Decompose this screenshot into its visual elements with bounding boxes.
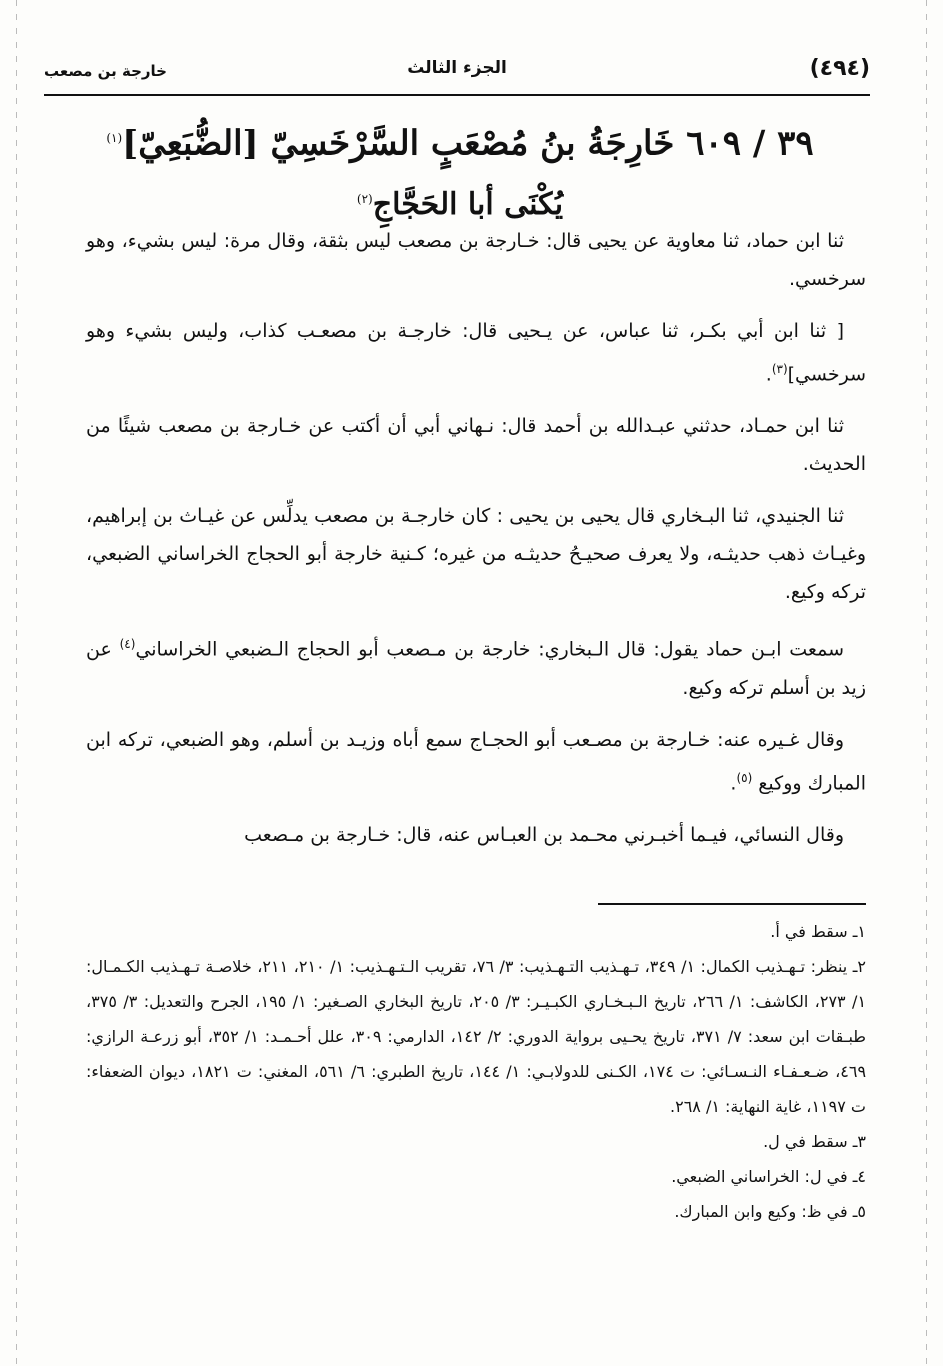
running-title: خارجة بن مصعب — [44, 62, 167, 80]
page-number: (٤٩٤) — [809, 56, 870, 81]
paragraph-text: وقال غـيره عنه: خـارجة بن مصـعب أبو الحجـاج سمع أباه وزيـد بن أسلم، وهو الضبعي، تركه ابن المبارك ووكيع — [86, 728, 866, 794]
paragraph-text: ثنا ابن حمـاد، حدثني عبـدالله بن أحمد قال: نـهاني أبي أن أكتب عن خـارجة بن مصعب شيئًا من الحديث. — [86, 415, 866, 476]
footnote-ref-4: (٤) — [119, 637, 136, 652]
paragraph-tail: عن زيد بن أسلم تركه وكيع. — [86, 638, 866, 699]
footnote: ٤ـ في ل: الخراساني الضبعي. — [671, 1167, 866, 1186]
main-text — [86, 222, 866, 868]
volume-label: الجزء الثالث — [407, 58, 507, 78]
footnote-ref-3: (٣) — [771, 362, 788, 376]
paragraph-text: [ ثنا ابن أبي بكـر، ثنا عباس، عن يـحيى قال: خارجـة بن مصعـب كذاب، وليس بشيء وهو سرخسي] — [86, 320, 866, 386]
footnote-ref-1: (١) — [106, 131, 123, 145]
paragraph — [86, 625, 866, 706]
entry-heading — [60, 110, 860, 233]
footnote: ٣ـ سقط في ل. — [763, 1132, 866, 1151]
paragraph — [86, 497, 866, 611]
scan-edge-left — [16, 0, 17, 1366]
footnote-ref-2: (٢) — [356, 192, 373, 207]
paragraph — [86, 816, 866, 854]
paragraph-text: ثنا ابن حماد، ثنا معاوية عن يحيى قال: خـارجة بن مصعب ليس بثقة، وقال مرة: ليس بشيء، وهو سرخسي. — [86, 230, 866, 290]
paragraph-text: وقال النسائي، فيـما أخبـرني محـمد بن العبـاس عنه، قال: خـارجة بن مـصعب — [244, 823, 844, 846]
scan-edge-right — [926, 0, 927, 1366]
paragraph — [86, 222, 866, 298]
paragraph — [86, 721, 866, 802]
entry-heading-line1 — [60, 110, 860, 171]
header-divider — [44, 94, 870, 96]
paragraph-text: ثنا الجنيدي، ثنا البـخاري قال يحيى بن يحيى : كان خارجـة بن مصعب يدلِّس عن غيـاث بن إبراهيم، وغيـاث ذهب حديثـه، ولا يعرف صحيـحُ حديثـه من غيره؛ كـنية خارجة أبو الحجاج الخراساني الضبعي، تركه وكيع. — [86, 505, 866, 604]
entry-name: ٣٩ / ٦٠٩ خَارِجَةُ بنُ مُصْعَبٍ السَّرْخَسِيّ [الضُّبَعِيّ] — [122, 123, 814, 164]
paragraph-tail: . — [765, 363, 772, 386]
paragraph — [86, 312, 866, 393]
footnote: ٢ـ ينظر: تـهـذيب الكمال: ١/ ٣٤٩، تـهـذيب التـهـذيب: ٣/ ٧٦، تقريب الـتـهـذيب: ١/ ٢١٠، ٢١١، خلاصـة تـهـذيب الكـمـال: ١/ ٢٧٣، الكاشف: ١/ ٢٦٦، تاريخ الـبـخـاري الكبـيـر: ٣/ ٢٠٥، تاريخ البخاري الصـغير: ١/ ١٩٥، الجرح والتعديل: ٣/ ٣٧٥، طبـقات ابن سعد: ٧/ ٣٧١، تاريخ يحـيى برواية الدوري: ٢/ ١٤٢، الدارمي: ٣٠٩، علل أحـمـد: ١/ ٣٥٢، أبو زرعـة الرازي: ٤٦٩، ضـعـفـاء النـسـائي: ت ١٧٤، الكـنى للدولابـي: ١/ ١٤٤، تاريخ الطبري: ٦/ ٥٦١، المغني: ت ١٨٢١، ديوان الضعفاء: ت ١١٩٧، غاية النهاية: ١/ ٢٦٨. — [86, 957, 867, 1116]
paragraph-text: سمعت ابـن حماد يقول: قال الـبخاري: خارجة بن مـصعب أبو الحجاج الـضبعي الخراساني — [135, 638, 844, 661]
footnote: ٥ـ في ظ: وكيع وابن المبارك. — [674, 1202, 866, 1221]
paragraph — [86, 407, 866, 483]
footnote-divider — [598, 903, 866, 905]
page-header — [44, 52, 870, 92]
footnotes — [86, 914, 866, 1229]
paragraph-tail: . — [730, 771, 737, 794]
entry-kunya: يُكْنَى أبا الحَجَّاجِ — [372, 187, 564, 223]
footnote-ref-5: (٥) — [736, 770, 753, 785]
footnote: ١ـ سقط في أ. — [770, 922, 866, 941]
